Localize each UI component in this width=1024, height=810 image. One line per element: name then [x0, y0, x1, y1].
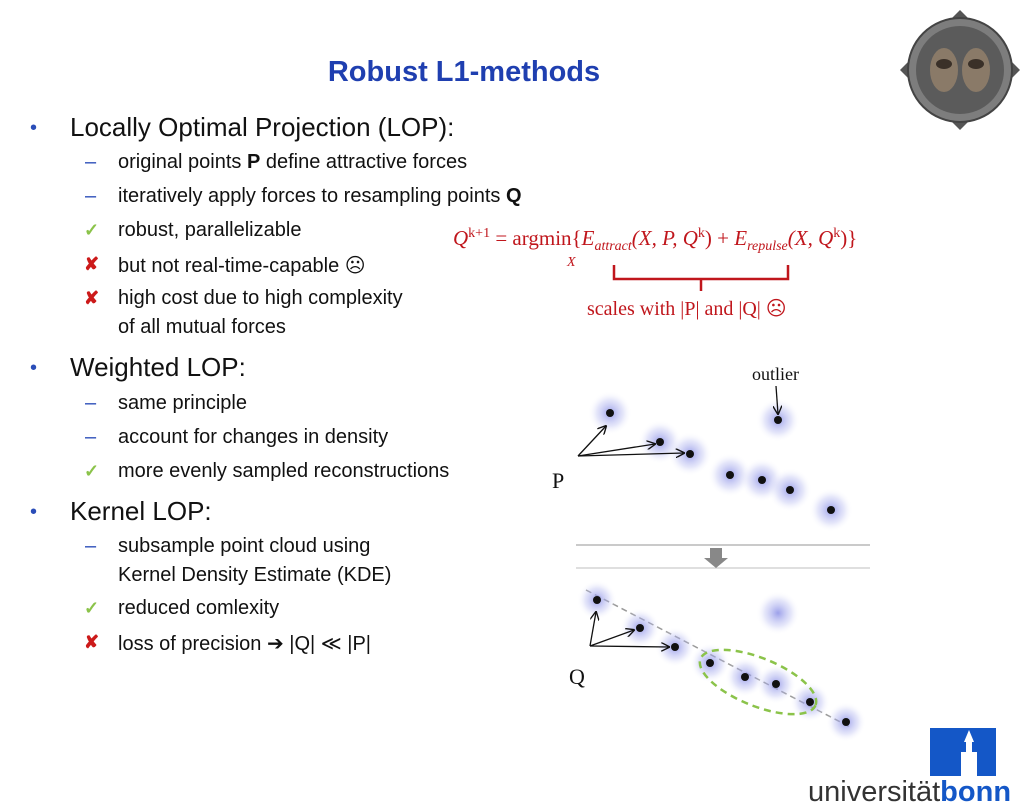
slide-title: Robust L1-methods	[327, 56, 601, 88]
sub-marker: –	[85, 185, 97, 207]
sub-item: subsample point cloud using	[118, 535, 371, 557]
check-icon: ✓	[84, 598, 100, 618]
sub-marker: –	[85, 426, 97, 448]
bullet-weighted-lop: Weighted LOP:	[70, 352, 246, 382]
outlier-label: outlier	[752, 364, 799, 384]
sub-item: account for changes in density	[118, 426, 389, 448]
bullet-marker: •	[30, 501, 38, 523]
scales-note: scales with |P| and |Q| ☹	[587, 298, 787, 320]
q-label: Q	[569, 664, 585, 689]
emblem-logo	[898, 8, 1022, 132]
bullet-lop: Locally Optimal Projection (LOP):	[70, 112, 455, 142]
check-icon: ✓	[84, 461, 100, 481]
sub-item: reduced comlexity	[118, 597, 280, 619]
sub-item: high cost due to high complexity	[118, 287, 403, 309]
cross-icon: ✘	[84, 632, 100, 652]
cross-icon: ✘	[84, 254, 100, 274]
university-logo-icon	[930, 728, 996, 776]
sub-item: robust, parallelizable	[118, 219, 302, 241]
sub-item: same principle	[118, 392, 247, 414]
underbrace	[610, 263, 794, 293]
p-label: P	[552, 468, 565, 493]
lop-formula: $Q^{k+1} = argmin\{E_{attract}(X$, P, $Q^k) + E_{repulse}(X$, $Q^k$)}	[453, 226, 858, 255]
bullet-marker: •	[30, 357, 38, 379]
cross-icon: ✘	[84, 288, 100, 308]
sub-marker: –	[85, 535, 97, 557]
sub-item: original points P define attractive forces	[118, 151, 468, 173]
check-icon: ✓	[84, 220, 100, 240]
sub-marker: –	[85, 392, 97, 414]
sub-item: more evenly sampled reconstructions	[118, 460, 450, 482]
university-wordmark: universitätbonn	[808, 776, 1012, 808]
sub-marker: –	[85, 151, 97, 173]
sub-item-continuation: Kernel Density Estimate (KDE)	[118, 564, 392, 586]
lop-figure	[560, 360, 880, 760]
bullet-marker: •	[30, 117, 38, 139]
sub-item: loss of precision ➔ |Q| ≪ |P|	[118, 633, 371, 655]
point-cloud-q	[577, 580, 866, 742]
argmin-subscript: X	[567, 255, 576, 270]
point-cloud-p	[578, 386, 853, 532]
bullet-kernel-lop: Kernel LOP:	[70, 496, 212, 526]
sub-item-continuation: of all mutual forces	[118, 316, 286, 338]
sub-item: iteratively apply forces to resampling points Q	[118, 185, 522, 207]
sub-item: but not real-time-capable ☹	[118, 255, 366, 277]
